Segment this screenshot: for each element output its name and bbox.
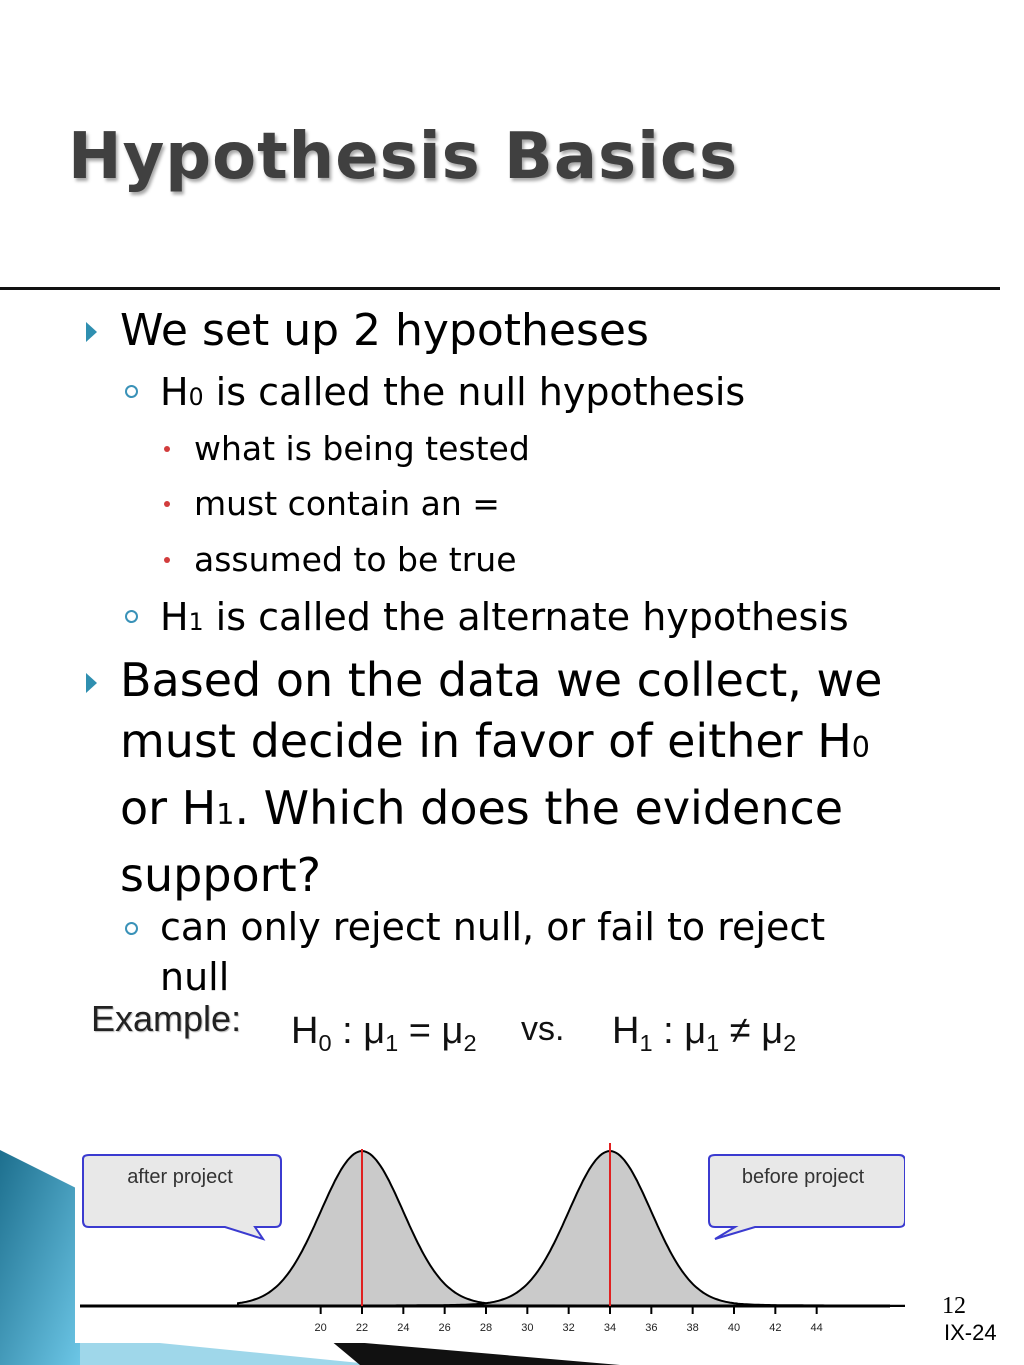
sub-bullet-null-hypothesis: H0 is called the null hypothesis	[160, 370, 746, 414]
x-tick-label: 42	[769, 1322, 782, 1334]
x-tick-label: 38	[686, 1322, 699, 1334]
x-tick-label: 44	[810, 1322, 823, 1334]
circle-bullet-icon	[125, 922, 138, 935]
x-tick-label: 28	[479, 1322, 493, 1334]
circle-bullet-icon	[125, 385, 138, 398]
alternate-hypothesis-formula: $H_1$ : $\mu_1 \ne \mu_2$	[612, 1010, 797, 1056]
bullet-set-up-hypotheses: We set up 2 hypotheses	[120, 305, 649, 356]
x-tick-label: 34	[603, 1322, 617, 1334]
example-label: Example:	[91, 998, 242, 1039]
dot-bullet-icon	[164, 501, 170, 507]
bullet-based-on-data: Based on the data we collect, we must decide in favor of either H0 or H1. Which does the evidence support?	[120, 653, 883, 902]
arrow-bullet-icon	[86, 673, 97, 693]
sub-bullet-alternate-hypothesis: H1 is called the alternate hypothesis	[160, 595, 849, 639]
arrow-bullet-icon	[86, 322, 97, 342]
x-tick-label: 36	[645, 1322, 658, 1334]
page-number: 12	[942, 1293, 966, 1319]
sub-sub-bullet-true: assumed to be true	[194, 540, 517, 579]
sub-bullet-reject-null: can only reject null, or fail to reject null	[160, 905, 826, 999]
sub-sub-bullet-tested: what is being tested	[194, 429, 530, 468]
x-tick-label: 32	[562, 1322, 575, 1334]
x-tick-label: 20	[314, 1322, 327, 1334]
slide-code: IX-24	[944, 1320, 997, 1345]
title-divider	[0, 287, 1000, 290]
x-tick-label: 24	[397, 1322, 410, 1334]
x-tick-label: 40	[727, 1322, 741, 1334]
null-hypothesis-formula: $H_0$ : $\mu_1 = \mu_2$	[291, 1010, 477, 1056]
sub-sub-bullet-equals: must contain an =	[194, 484, 500, 523]
x-tick-label: 30	[521, 1322, 534, 1334]
callout-label-before-project: before project	[741, 1166, 865, 1188]
x-tick-label: 22	[355, 1322, 369, 1334]
distribution-chart	[75, 1135, 905, 1343]
callout-label-after-project: after project	[127, 1166, 233, 1188]
versus-label: vs.	[521, 1010, 565, 1048]
x-tick-label: 26	[438, 1322, 451, 1334]
slide-title: Hypothesis Basics	[68, 120, 739, 194]
dot-bullet-icon	[164, 557, 170, 563]
circle-bullet-icon	[125, 610, 138, 623]
dot-bullet-icon	[164, 446, 170, 452]
